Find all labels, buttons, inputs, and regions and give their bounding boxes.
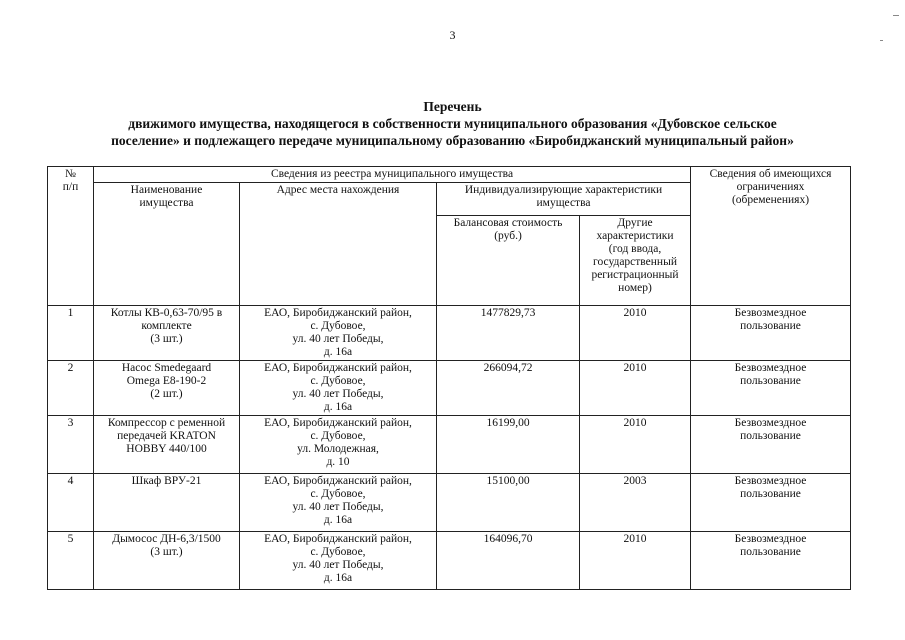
header-characteristics: Индивидуализирующие характеристики имущества [437,183,691,216]
cell-year: 2003 [580,474,691,532]
property-table [47,166,851,590]
cell-value: 266094,72 [437,361,580,416]
cell-value: 1477829,73 [437,306,580,361]
cell-address: ЕАО, Биробиджанский район, с. Дубовое, ул. 40 лет Победы, д. 16а [240,532,437,590]
cell-restriction: Безвозмездное пользование [691,306,851,361]
header-registry: Сведения из реестра муниципального имущества [94,167,691,183]
cell-restriction: Безвозмездное пользование [691,474,851,532]
cell-year: 2010 [580,306,691,361]
cell-num: 3 [48,416,94,474]
title-line-3: поселение» и подлежащего передаче муниципальному образованию «Биробиджанский муниципальный район» [111,133,794,148]
header-name: Наименование имущества [94,183,240,306]
cell-name: Насос Smedegaard Omega E8-190-2 (2 шт.) [94,361,240,416]
cell-name: Котлы КВ-0,63-70/95 в комплекте (3 шт.) [94,306,240,361]
table-row [48,306,851,361]
cell-num: 4 [48,474,94,532]
cell-name: Шкаф ВРУ-21 [94,474,240,532]
table-row [48,361,851,416]
cell-year: 2010 [580,361,691,416]
cell-num: 2 [48,361,94,416]
table-row [48,416,851,474]
cell-year: 2010 [580,532,691,590]
cell-restriction: Безвозмездное пользование [691,416,851,474]
scan-mark [893,15,899,16]
header-address: Адрес места нахождения [240,183,437,306]
header-num: № п/п [48,167,94,306]
cell-address: ЕАО, Биробиджанский район, с. Дубовое, ул. Молодежная, д. 10 [240,416,437,474]
cell-num: 1 [48,306,94,361]
cell-restriction: Безвозмездное пользование [691,532,851,590]
header-other: Другие характеристики (год ввода, государственный регистрационный номер) [580,216,691,306]
cell-name: Дымосос ДН-6,3/1500 (3 шт.) [94,532,240,590]
cell-num: 5 [48,532,94,590]
cell-restriction: Безвозмездное пользование [691,361,851,416]
cell-value: 16199,00 [437,416,580,474]
document-title [40,98,865,149]
cell-value: 164096,70 [437,532,580,590]
cell-value: 15100,00 [437,474,580,532]
table-row [48,474,851,532]
title-line-1: Перечень [423,99,482,114]
cell-address: ЕАО, Биробиджанский район, с. Дубовое, ул. 40 лет Победы, д. 16а [240,306,437,361]
cell-year: 2010 [580,416,691,474]
cell-name: Компрессор с ременной передачей KRATON HOBBY 440/100 [94,416,240,474]
header-row-1 [48,167,851,183]
header-balance: Балансовая стоимость (руб.) [437,216,580,306]
table-row [48,532,851,590]
title-line-2: движимого имущества, находящегося в собственности муниципального образования «Дубовское сельское [128,116,777,131]
page-number: 3 [449,28,456,42]
cell-address: ЕАО, Биробиджанский район, с. Дубовое, ул. 40 лет Победы, д. 16а [240,474,437,532]
scan-mark [880,40,883,41]
cell-address: ЕАО, Биробиджанский район, с. Дубовое, ул. 40 лет Победы, д. 16а [240,361,437,416]
header-restrictions: Сведения об имеющихся ограничениях (обременениях) [691,167,851,306]
